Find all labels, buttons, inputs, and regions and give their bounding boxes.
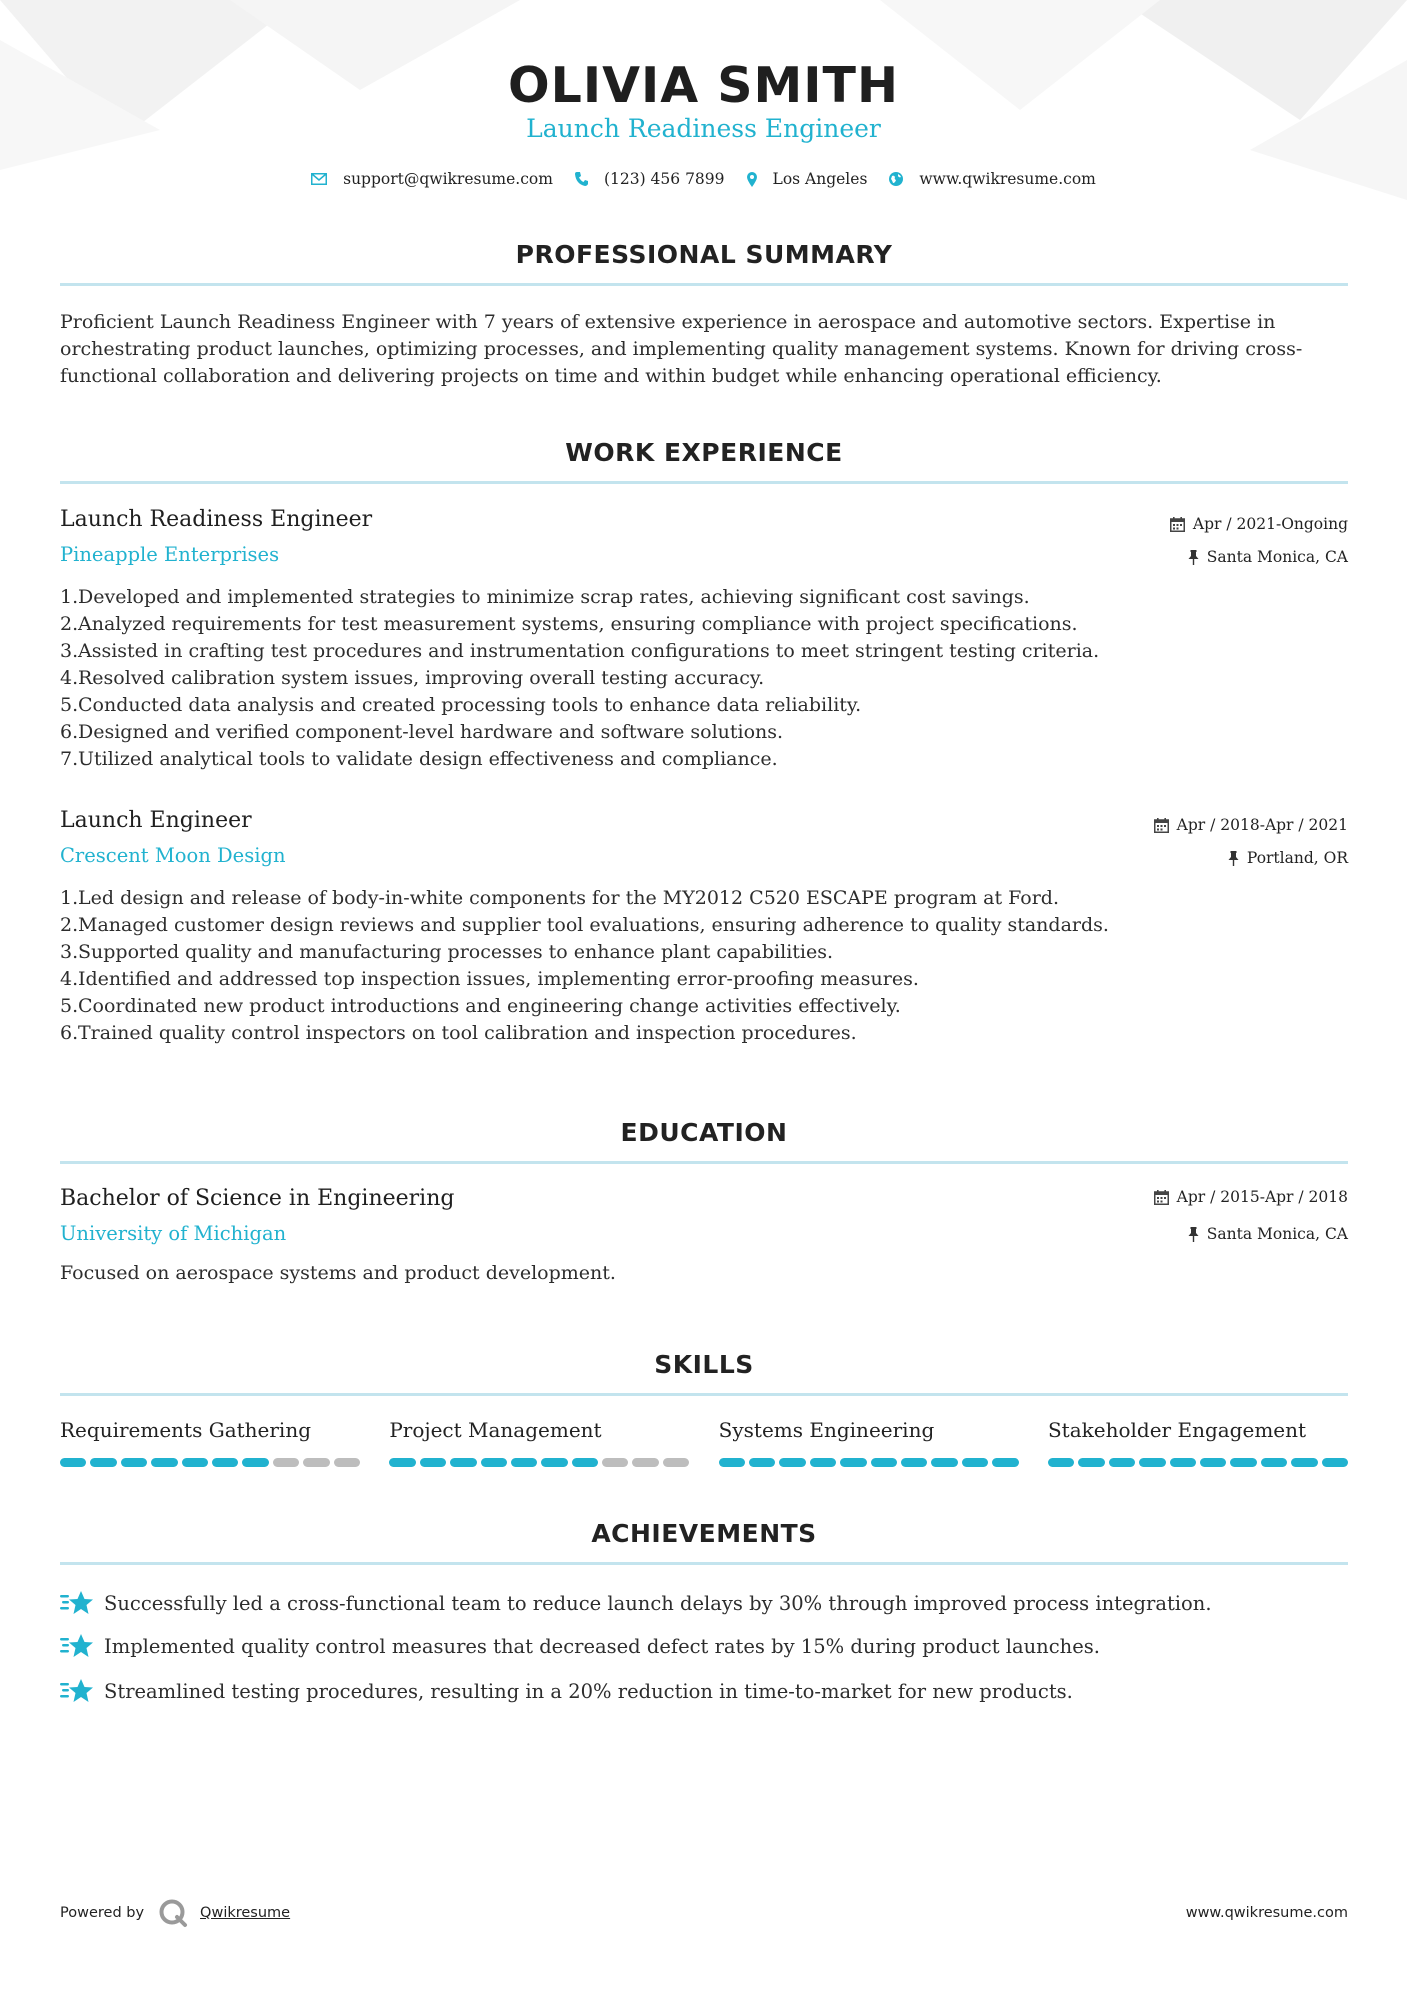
resume-header <box>0 58 1407 144</box>
skill-level-segment <box>481 1458 507 1467</box>
education-location <box>1188 1225 1348 1243</box>
skill-level-segment <box>572 1458 598 1467</box>
pin-icon <box>1188 1227 1199 1242</box>
envelope-icon <box>311 173 327 185</box>
section-divider <box>60 481 1348 484</box>
list-item-text: Coordinated new product introductions and engineering change activities effectively. <box>78 995 901 1017</box>
skill-level-segment <box>121 1458 147 1467</box>
list-item-text: Led design and release of body-in-white components for the MY2012 C520 ESCAPE program at Ford. <box>78 887 1060 909</box>
section-title-education: EDUCATION <box>620 1118 788 1147</box>
job-location <box>1228 849 1348 867</box>
skill-item <box>60 1418 360 1467</box>
job-dates <box>1170 515 1348 533</box>
skill-level-segment <box>901 1458 927 1467</box>
job-dates-text: Apr / 2018-Apr / 2021 <box>1176 816 1348 834</box>
skill-level-segment <box>1322 1458 1348 1467</box>
pin-icon <box>1228 851 1239 866</box>
list-item-text: Utilized analytical tools to validate design effectiveness and compliance. <box>78 748 778 770</box>
list-item-text: Designed and verified component-level hardware and software solutions. <box>78 721 784 743</box>
list-item-text: Identified and addressed top inspection issues, implementing error-proofing measures. <box>78 968 919 990</box>
section-divider <box>60 283 1348 286</box>
list-item-text: Developed and implemented strategies to minimize scrap rates, achieving significant cost savings. <box>78 586 1030 608</box>
skill-level-segment <box>663 1458 689 1467</box>
list-item: 2. Managed customer design reviews and supplier tool evaluations, ensuring adherence to quality standards. <box>60 912 1348 939</box>
skill-name: Stakeholder Engagement <box>1047 1418 1307 1442</box>
contact-website[interactable] <box>889 170 1095 188</box>
job-company: Pineapple Enterprises <box>60 543 280 566</box>
section-divider <box>60 1161 1348 1164</box>
skill-name: Systems Engineering <box>718 1418 935 1442</box>
skill-level-segment <box>632 1458 658 1467</box>
skill-level-segment <box>1078 1458 1104 1467</box>
skill-level-segment <box>90 1458 116 1467</box>
skill-level-segment <box>541 1458 567 1467</box>
job-dates-text: Apr / 2021-Ongoing <box>1192 515 1348 533</box>
candidate-title: Launch Readiness Engineer <box>526 114 881 144</box>
phone-icon <box>575 172 588 186</box>
skill-level-segment <box>151 1458 177 1467</box>
list-item-text: Conducted data analysis and created processing tools to enhance data reliability. <box>78 694 862 716</box>
list-item: 4. Identified and addressed top inspection issues, implementing error-proofing measures. <box>60 966 1348 993</box>
skill-level-segment <box>450 1458 476 1467</box>
achievement-item <box>60 1589 1348 1617</box>
contact-phone-text: (123) 456 7899 <box>603 170 725 188</box>
skill-level-segment <box>1048 1458 1074 1467</box>
skills-list <box>60 1418 1348 1467</box>
education-location-text: Santa Monica, CA <box>1206 1225 1348 1243</box>
skill-name: Requirements Gathering <box>60 1418 312 1442</box>
skill-level-segment <box>1139 1458 1165 1467</box>
skill-item <box>1048 1418 1348 1467</box>
skill-level-segment <box>779 1458 805 1467</box>
candidate-name: OLIVIA SMITH <box>508 57 899 114</box>
list-item: 1. Led design and release of body-in-white components for the MY2012 C520 ESCAPE program at Ford. <box>60 885 1348 912</box>
skill-level-segment <box>242 1458 268 1467</box>
skill-level-segment <box>992 1458 1018 1467</box>
footer-website[interactable]: www.qwikresume.com <box>1185 1905 1348 1921</box>
education-school: University of Michigan <box>60 1222 287 1245</box>
list-item-text: Supported quality and manufacturing processes to enhance plant capabilities. <box>78 941 834 963</box>
section-title-experience: WORK EXPERIENCE <box>565 438 843 467</box>
list-item: 5. Coordinated new product introductions and engineering change activities effectively. <box>60 993 1348 1020</box>
globe-icon <box>889 172 903 186</box>
list-item: 1. Developed and implemented strategies to minimize scrap rates, achieving significant cost savings. <box>60 584 1348 611</box>
skill-level-segment <box>389 1458 415 1467</box>
powered-by-label: Powered by <box>60 1905 145 1921</box>
job-role: Launch Engineer <box>60 808 252 833</box>
map-marker-icon <box>747 172 757 187</box>
contact-phone[interactable] <box>575 170 725 188</box>
powered-by <box>60 1898 290 1928</box>
contact-website-text: www.qwikresume.com <box>919 170 1096 188</box>
education-description: Focused on aerospace systems and product development. <box>60 1262 616 1284</box>
skill-level-segment <box>1230 1458 1256 1467</box>
skill-item <box>719 1418 1019 1467</box>
list-item: 6. Designed and verified component-level hardware and software solutions. <box>60 719 1348 746</box>
skill-level-segment <box>1170 1458 1196 1467</box>
job-bullets <box>60 584 1348 773</box>
skill-level-segment <box>1261 1458 1287 1467</box>
achievement-text: Successfully led a cross-functional team to reduce launch delays by 30% through improved process integration. <box>104 1591 1212 1615</box>
star-icon <box>60 1677 94 1705</box>
education-degree: Bachelor of Science in Engineering <box>60 1186 455 1211</box>
skill-level-segment <box>60 1458 86 1467</box>
skill-level-bar <box>60 1458 360 1467</box>
skill-level-segment <box>962 1458 988 1467</box>
job-location-text: Portland, OR <box>1246 849 1348 867</box>
calendar-icon <box>1170 517 1185 532</box>
job-location-text: Santa Monica, CA <box>1206 548 1348 566</box>
skill-level-segment <box>931 1458 957 1467</box>
skill-level-segment <box>334 1458 360 1467</box>
skill-level-segment <box>840 1458 866 1467</box>
job-dates <box>1154 816 1348 834</box>
skill-level-segment <box>871 1458 897 1467</box>
education-dates <box>1154 1188 1348 1206</box>
star-icon <box>60 1632 94 1660</box>
qwikresume-logo-icon <box>158 1898 188 1928</box>
skill-level-bar <box>1048 1458 1348 1467</box>
contact-location-text: Los Angeles <box>772 170 868 188</box>
skill-level-segment <box>1109 1458 1135 1467</box>
skill-item <box>389 1418 689 1467</box>
skill-level-segment <box>719 1458 745 1467</box>
skill-level-segment <box>511 1458 537 1467</box>
list-item: 5. Conducted data analysis and created processing tools to enhance data reliability. <box>60 692 1348 719</box>
list-item-text: Managed customer design reviews and supplier tool evaluations, ensuring adherence to quality standards. <box>78 914 1109 936</box>
section-title-summary: PROFESSIONAL SUMMARY <box>515 240 893 269</box>
contact-bar <box>0 170 1407 188</box>
calendar-icon <box>1154 1190 1169 1205</box>
education-dates-text: Apr / 2015-Apr / 2018 <box>1176 1188 1348 1206</box>
section-divider <box>60 1562 1348 1565</box>
achievement-text: Streamlined testing procedures, resulting in a 20% reduction in time-to-market for new products. <box>104 1679 1073 1703</box>
list-item: 3. Supported quality and manufacturing processes to enhance plant capabilities. <box>60 939 1348 966</box>
achievement-item <box>60 1677 1348 1705</box>
contact-email[interactable] <box>311 170 553 188</box>
pin-icon <box>1188 550 1199 565</box>
skill-level-segment <box>1291 1458 1317 1467</box>
skill-level-segment <box>602 1458 628 1467</box>
contact-email-text: support@qwikresume.com <box>343 170 553 188</box>
skill-name: Project Management <box>389 1418 602 1442</box>
section-title-achievements: ACHIEVEMENTS <box>591 1519 817 1548</box>
job-bullets <box>60 885 1348 1047</box>
list-item: 2. Analyzed requirements for test measurement systems, ensuring compliance with project specifications. <box>60 611 1348 638</box>
list-item: 6. Trained quality control inspectors on tool calibration and inspection procedures. <box>60 1020 1348 1047</box>
job-location <box>1188 548 1348 566</box>
skill-level-segment <box>182 1458 208 1467</box>
list-item-text: Assisted in crafting test procedures and instrumentation configurations to meet stringent testing criteria. <box>78 640 1100 662</box>
section-divider <box>60 1393 1348 1396</box>
contact-location <box>747 170 868 188</box>
page-footer <box>60 1898 1348 1928</box>
list-item: 7. Utilized analytical tools to validate design effectiveness and compliance. <box>60 746 1348 773</box>
skill-level-segment <box>749 1458 775 1467</box>
skill-level-segment <box>810 1458 836 1467</box>
job-role: Launch Readiness Engineer <box>60 507 373 532</box>
job-company: Crescent Moon Design <box>60 844 286 867</box>
skill-level-bar <box>719 1458 1019 1467</box>
list-item-text: Resolved calibration system issues, improving overall testing accuracy. <box>78 667 765 689</box>
skill-level-segment <box>273 1458 299 1467</box>
list-item-text: Analyzed requirements for test measurement systems, ensuring compliance with project specifications. <box>78 613 1078 635</box>
list-item-text: Trained quality control inspectors on tool calibration and inspection procedures. <box>78 1022 857 1044</box>
achievement-text: Implemented quality control measures that decreased defect rates by 15% during product launches. <box>104 1634 1100 1658</box>
summary-text: Proficient Launch Readiness Engineer with 7 years of extensive experience in aerospace and automotive sectors. Expertise in orchestrating product launches, optimizing processes, and implementing quality management systems. Known for driving cross-functional collaboration and delivering projects on time and within budget while enhancing operational efficiency. <box>60 311 1303 387</box>
skill-level-bar <box>389 1458 689 1467</box>
achievement-item <box>60 1632 1348 1660</box>
list-item: 3. Assisted in crafting test procedures and instrumentation configurations to meet stringent testing criteria. <box>60 638 1348 665</box>
skill-level-segment <box>212 1458 238 1467</box>
star-icon <box>60 1589 94 1617</box>
brand-link[interactable]: Qwikresume <box>200 1905 291 1921</box>
calendar-icon <box>1154 818 1169 833</box>
section-title-skills: SKILLS <box>654 1350 754 1379</box>
skill-level-segment <box>1200 1458 1226 1467</box>
list-item: 4. Resolved calibration system issues, improving overall testing accuracy. <box>60 665 1348 692</box>
skill-level-segment <box>420 1458 446 1467</box>
skill-level-segment <box>303 1458 329 1467</box>
